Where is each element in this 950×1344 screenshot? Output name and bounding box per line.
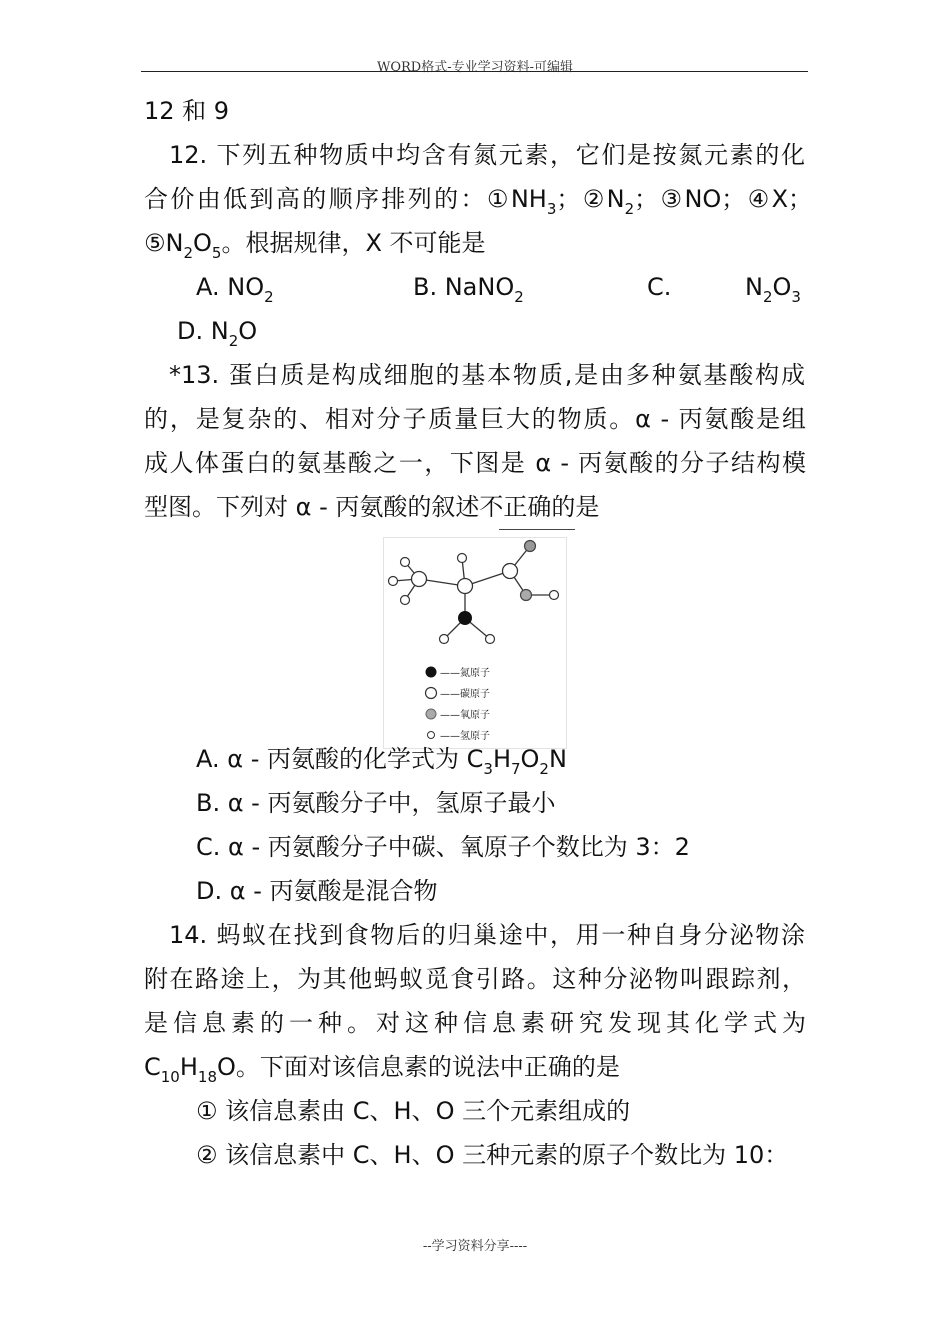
previous-answer: 12 和 9	[144, 97, 230, 125]
nitrogen-atom	[458, 611, 472, 625]
q12-option-c-formula: $N_2O_3$	[745, 273, 801, 306]
q14-line-2: 附在路途上，为其他蚂蚁觅食引路。这种分泌物叫跟踪剂，	[144, 965, 806, 993]
q12-line-3: $⑤N_2O_5$。根据规律，X 不可能是	[144, 229, 486, 262]
header-rule	[141, 71, 808, 72]
q13-line-4: 型图。下列对 α - 丙氨酸的叙述不正确的是	[144, 493, 600, 521]
q14-line-3: 是信息素的一种。对这种信息素研究发现其化学式为	[144, 1009, 806, 1037]
decorative-rule	[499, 529, 575, 530]
legend-oxygen: ——氧原子	[440, 710, 490, 721]
q13-option-b: B. α - 丙氨酸分子中，氢原子最小	[196, 789, 556, 817]
legend-carbon: ——碳原子	[440, 689, 490, 700]
q13-line-2: 的，是复杂的、相对分子质量巨大的物质。α - 丙氨酸是组	[144, 405, 806, 433]
q12-option-a: A. $NO_2$	[196, 273, 274, 306]
q13-line-1: *13. 蛋白质是构成细胞的基本物质,是由多种氨基酸构成	[169, 361, 805, 389]
legend-hydrogen: ——氢原子	[440, 731, 490, 742]
page-footer: --学习资料分享----	[422, 1239, 528, 1254]
q12-line-2: 合价由低到高的顺序排列的：$①NH_3$；$②N_2$；③NO；④X；	[144, 185, 813, 218]
q13-option-a: A. α - 丙氨酸的化学式为 $C_3H_7O_2N$	[196, 745, 567, 778]
alanine-molecule-diagram	[383, 537, 567, 749]
page-header: WORD格式-专业学习资料-可编辑	[376, 60, 574, 75]
q13-line-3: 成人体蛋白的氨基酸之一，下图是 α - 丙氨酸的分子结构模	[144, 449, 806, 477]
q14-item-2: ② 该信息素中 C、H、O 三种元素的原子个数比为 10：	[196, 1141, 789, 1169]
q13-option-d: D. α - 丙氨酸是混合物	[196, 877, 438, 905]
q12-option-d: D. $N_2O$	[177, 317, 258, 350]
q14-line-1: 14. 蚂蚁在找到食物后的归巢途中，用一种自身分泌物涂	[169, 921, 805, 949]
legend-nitrogen: ——氮原子	[440, 668, 490, 679]
q14-line-4: $C_{10}H_{18}O$。下面对该信息素的说法中正确的是	[144, 1053, 620, 1086]
q13-option-c: C. α - 丙氨酸分子中碳、氧原子个数比为 3：2	[196, 833, 690, 861]
q12-option-b: B. NaNO$_2$	[413, 273, 524, 306]
q12-line-1: 12. 下列五种物质中均含有氮元素，它们是按氮元素的化	[169, 141, 805, 169]
q14-item-1: ① 该信息素由 C、H、O 三个元素组成的	[196, 1097, 631, 1125]
q12-option-c-label: C.	[647, 273, 672, 301]
